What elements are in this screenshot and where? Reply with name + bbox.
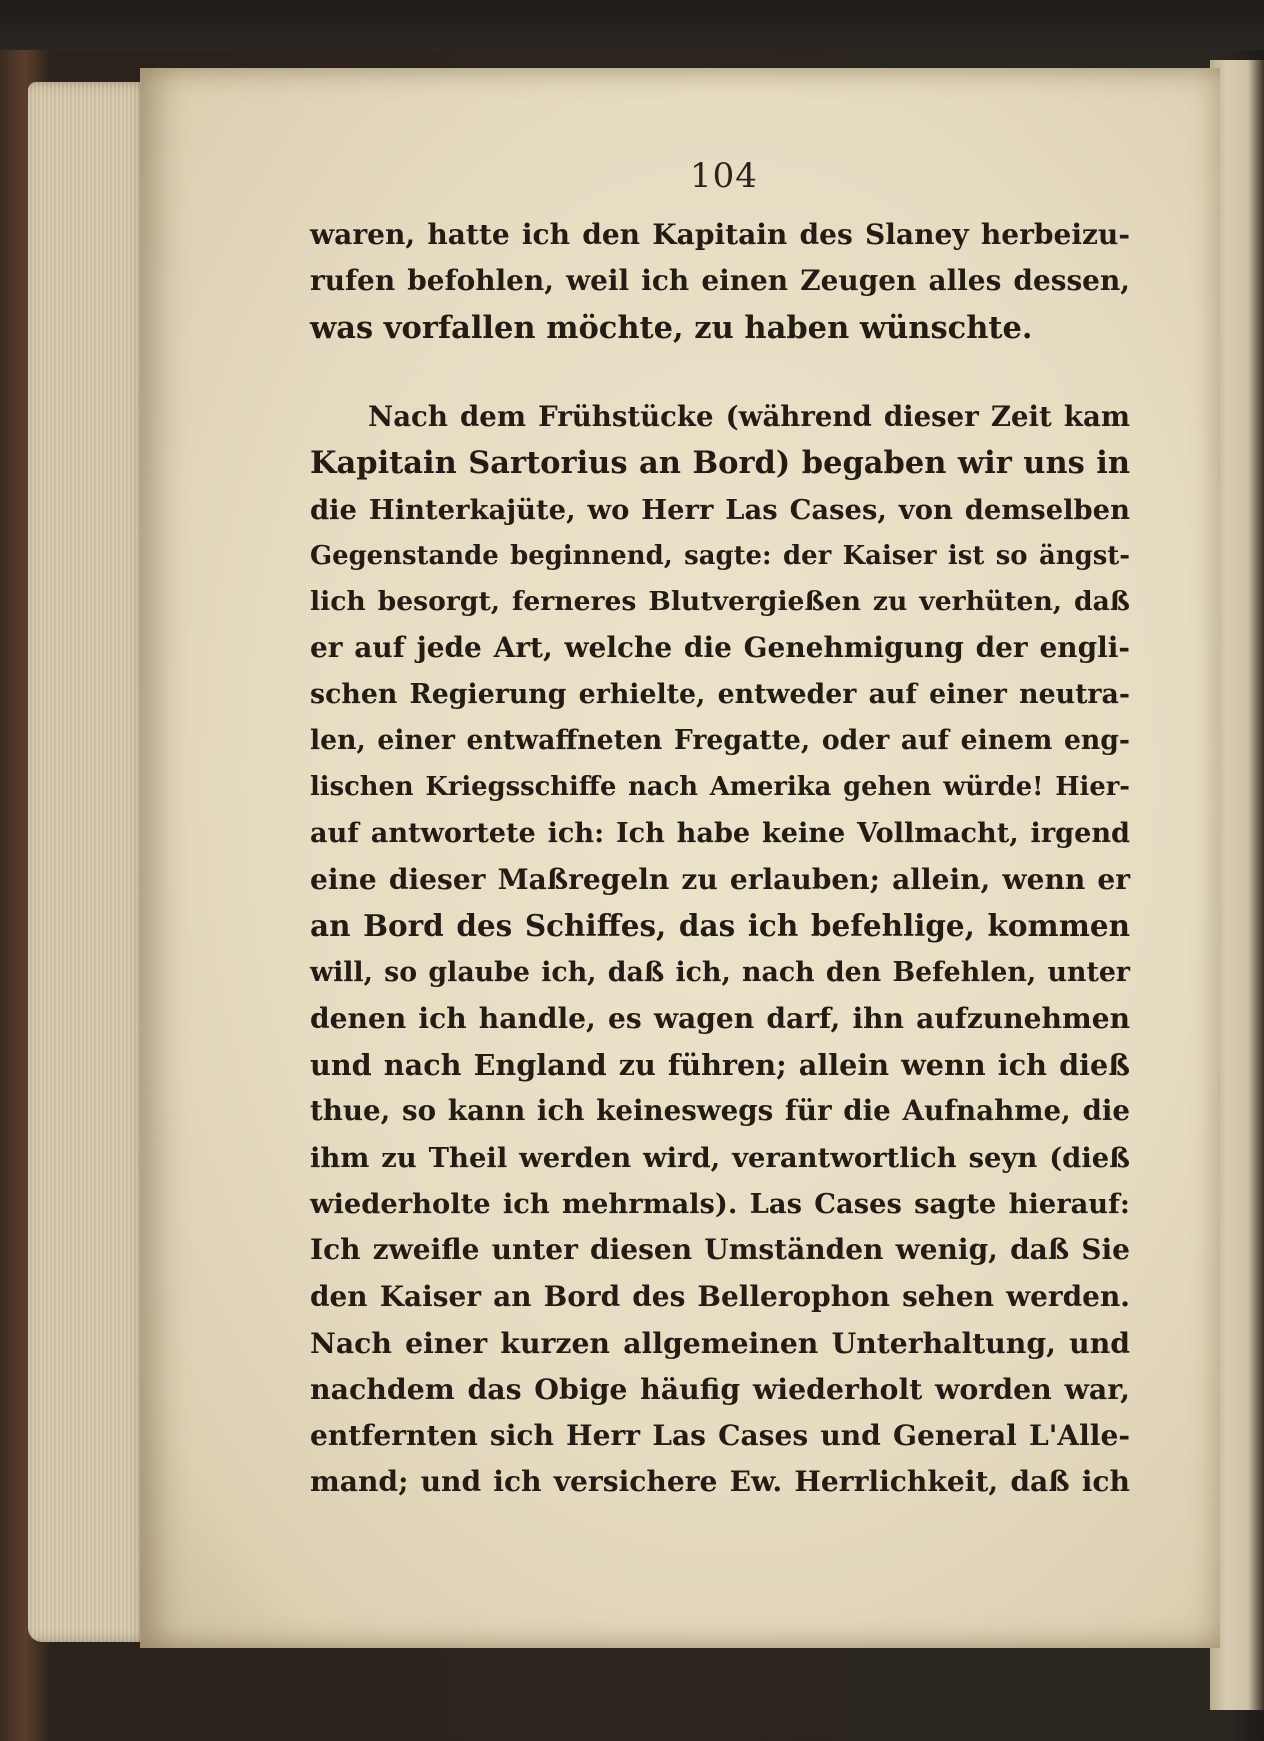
text-line: ihm zu Theil werden wird, verantwortlich seyn (dieß xyxy=(310,1141,1130,1174)
text-line: Ich zweifle unter diesen Umständen wenig, daß Sie xyxy=(310,1233,1130,1267)
text-line: mand; und ich versichere Ew. Herrlichkeit, daß ich xyxy=(310,1464,1130,1498)
text-line: und nach England zu führen; allein wenn ich dieß xyxy=(310,1048,1130,1083)
page-edges-left xyxy=(28,82,148,1642)
text-line: Kapitain Sartorius an Bord) begaben wir uns in xyxy=(310,445,1130,482)
paragraph-2 xyxy=(310,394,1130,1505)
text-line: rufen befohlen, weil ich einen Zeugen alles dessen, xyxy=(310,264,1130,298)
text-line: entfernten sich Herr Las Cases und General L'Alle- xyxy=(310,1418,1130,1452)
text-line: er auf jede Art, welche die Genehmigung der engli- xyxy=(310,631,1130,665)
text-line: waren, hatte ich den Kapitain des Slaney herbeizu- xyxy=(310,218,1130,251)
page-number: 104 xyxy=(690,156,758,196)
text-line: thue, so kann ich keineswegs für die Aufnahme, die xyxy=(310,1094,1130,1128)
text-line: eine dieser Maßregeln zu erlauben; allein, wenn er xyxy=(310,862,1130,896)
text-line: schen Regierung erhielte, entweder auf einer neutra- xyxy=(310,678,1130,710)
text-line: will, so glaube ich, daß ich, nach den Befehlen, unter xyxy=(310,956,1130,988)
text-line: lich besorgt, ferneres Blutvergießen zu verhüten, daß xyxy=(310,586,1130,618)
text-line: len, einer entwaffneten Fregatte, oder auf einem eng- xyxy=(310,725,1130,757)
text-line: denen ich handle, es wagen darf, ihn aufzunehmen xyxy=(310,1001,1130,1035)
text-line: wiederholte ich mehrmals). Las Cases sagte hierauf: xyxy=(310,1188,1130,1221)
text-line: den Kaiser an Bord des Bellerophon sehen werden. xyxy=(310,1279,1130,1313)
text-line: Nach dem Frühstücke (während dieser Zeit kam xyxy=(368,400,1130,433)
text-line: lischen Kriegsschiffe nach Amerika gehen würde! Hier- xyxy=(310,772,1130,803)
text-line: nachdem das Obige häufig wiederholt worden war, xyxy=(310,1372,1130,1407)
paragraph-1 xyxy=(310,212,1130,351)
text-line: die Hinterkajüte, wo Herr Las Cases, von demselben xyxy=(310,493,1130,526)
text-line: was vorfallen möchte, zu haben wünschte. xyxy=(310,309,1033,346)
text-line: Nach einer kurzen allgemeinen Unterhaltung, und xyxy=(310,1325,1130,1360)
text-line: Gegenstande beginnend, sagte: der Kaiser ist so ängst- xyxy=(310,540,1130,571)
text-line: auf antwortete ich: Ich habe keine Vollmacht, irgend xyxy=(310,817,1130,849)
text-line: an Bord des Schiffes, das ich befehlige, kommen xyxy=(310,908,1130,944)
